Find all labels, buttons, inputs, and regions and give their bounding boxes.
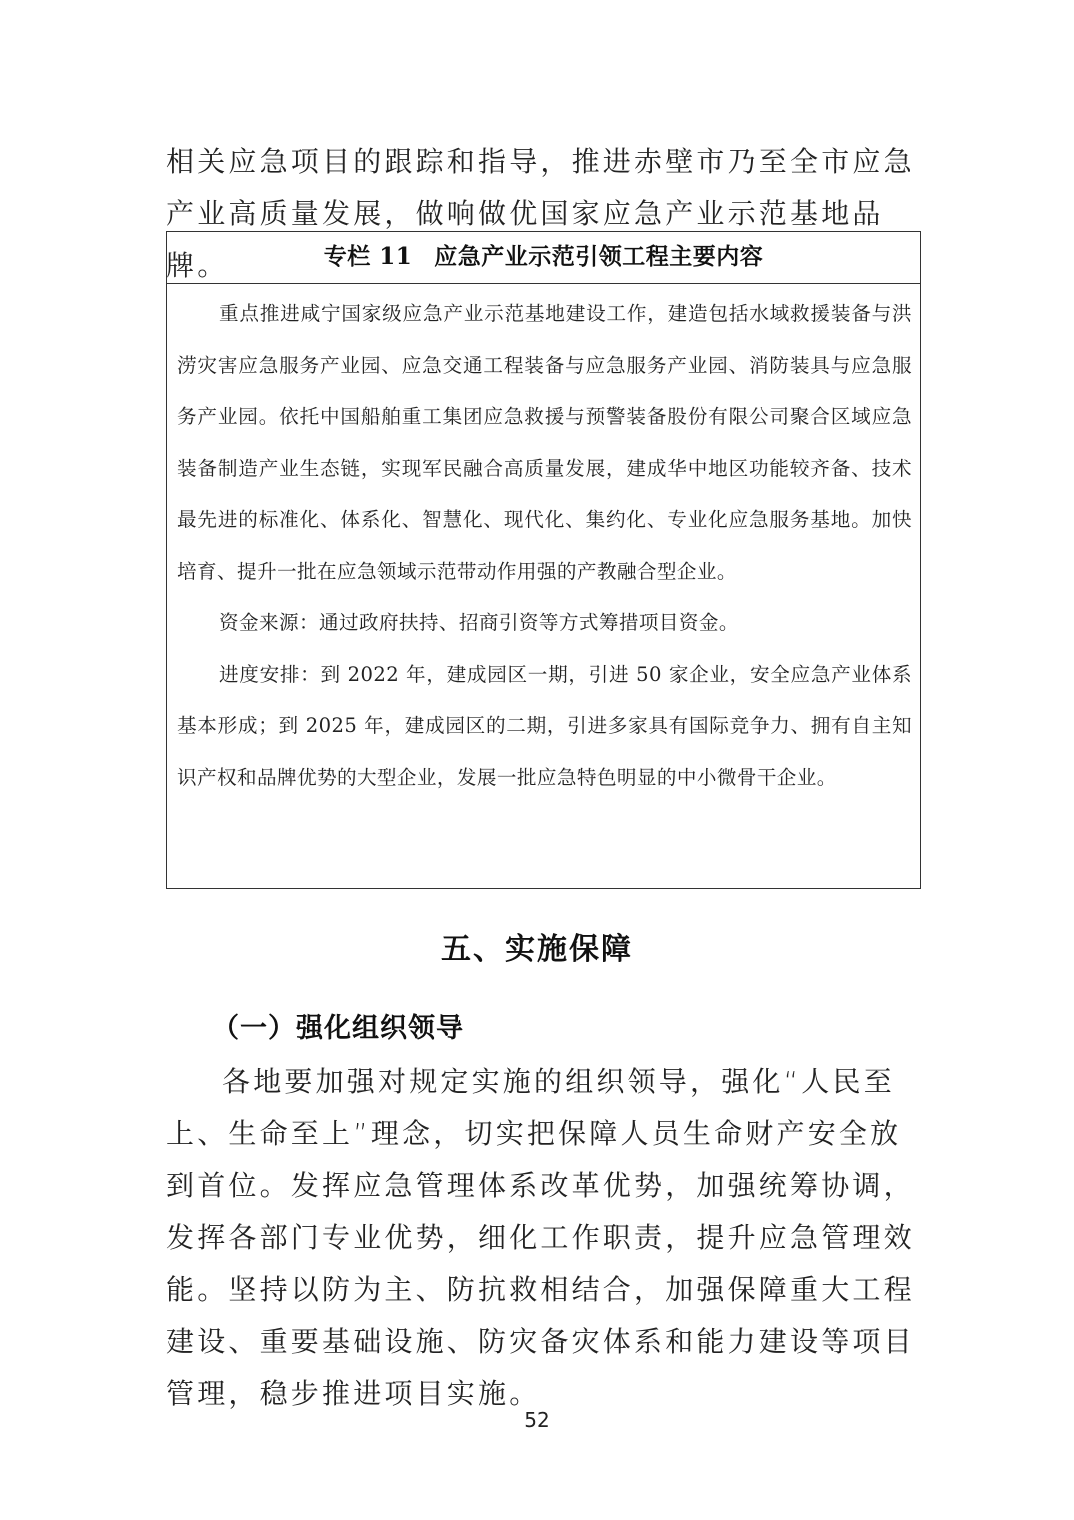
column-box-title: 应急产业示范引领工程主要内容 — [434, 243, 764, 270]
column-box-header — [167, 232, 920, 284]
subsection-title: （一）强化组织领导 — [212, 1013, 464, 1044]
column-box-body — [167, 284, 920, 803]
column-box — [166, 231, 921, 889]
column-box-number: 专栏 11 — [323, 243, 413, 270]
section-paragraph-block — [166, 1056, 926, 1420]
column-box-paragraph-funding: 资金来源：通过政府扶持、招商引资等方式筹措项目资金。 — [219, 611, 739, 634]
section-title: 五、实施保障 — [441, 932, 633, 967]
section-paragraph: 各地要加强对规定实施的组织领导，强化“人民至上、生命至上”理念，切实把保障人员生命财产安全放到首位。发挥应急管理体系改革优势，加强统筹协调，发挥各部门专业优势，细化工作职责，提升应急管理效能。坚持以防为主、防抗救相结合，加强保障重大工程建设、重要基础设施、防灾备灾体系和能力建设等项目管理，稳步推进项目实施。 — [166, 1065, 915, 1410]
column-box-paragraph-schedule: 进度安排：到 2022 年，建成园区一期，引进 50 家企业，安全应急产业体系基本形成；到 2025 年，建成园区的二期，引进多家具有国际竞争力、拥有自主知识产权和品牌优势的大型企业，发展一批应急特色明显的中小微骨干企业。 — [177, 662, 912, 789]
intro-paragraph: 相关应急项目的跟踪和指导，推进赤壁市乃至全市应急产业高质量发展，做响做优国家应急产业示范基地品牌。 — [166, 145, 915, 282]
column-box-paragraph-content: 重点推进咸宁国家级应急产业示范基地建设工作，建造包括水域救援装备与洪涝灾害应急服务产业园、应急交通工程装备与应急服务产业园、消防装具与应急服务产业园。依托中国船舶重工集团应急救援与预警装备股份有限公司聚合区域应急装备制造产业生态链，实现军民融合高质量发展，建成华中地区功能较齐备、技术最先进的标准化、体系化、智慧化、现代化、集约化、专业化应急服务基地。加快培育、提升一批在应急领域示范带动作用强的产教融合型企业。 — [177, 302, 912, 583]
page-number: 52 — [524, 1408, 550, 1432]
